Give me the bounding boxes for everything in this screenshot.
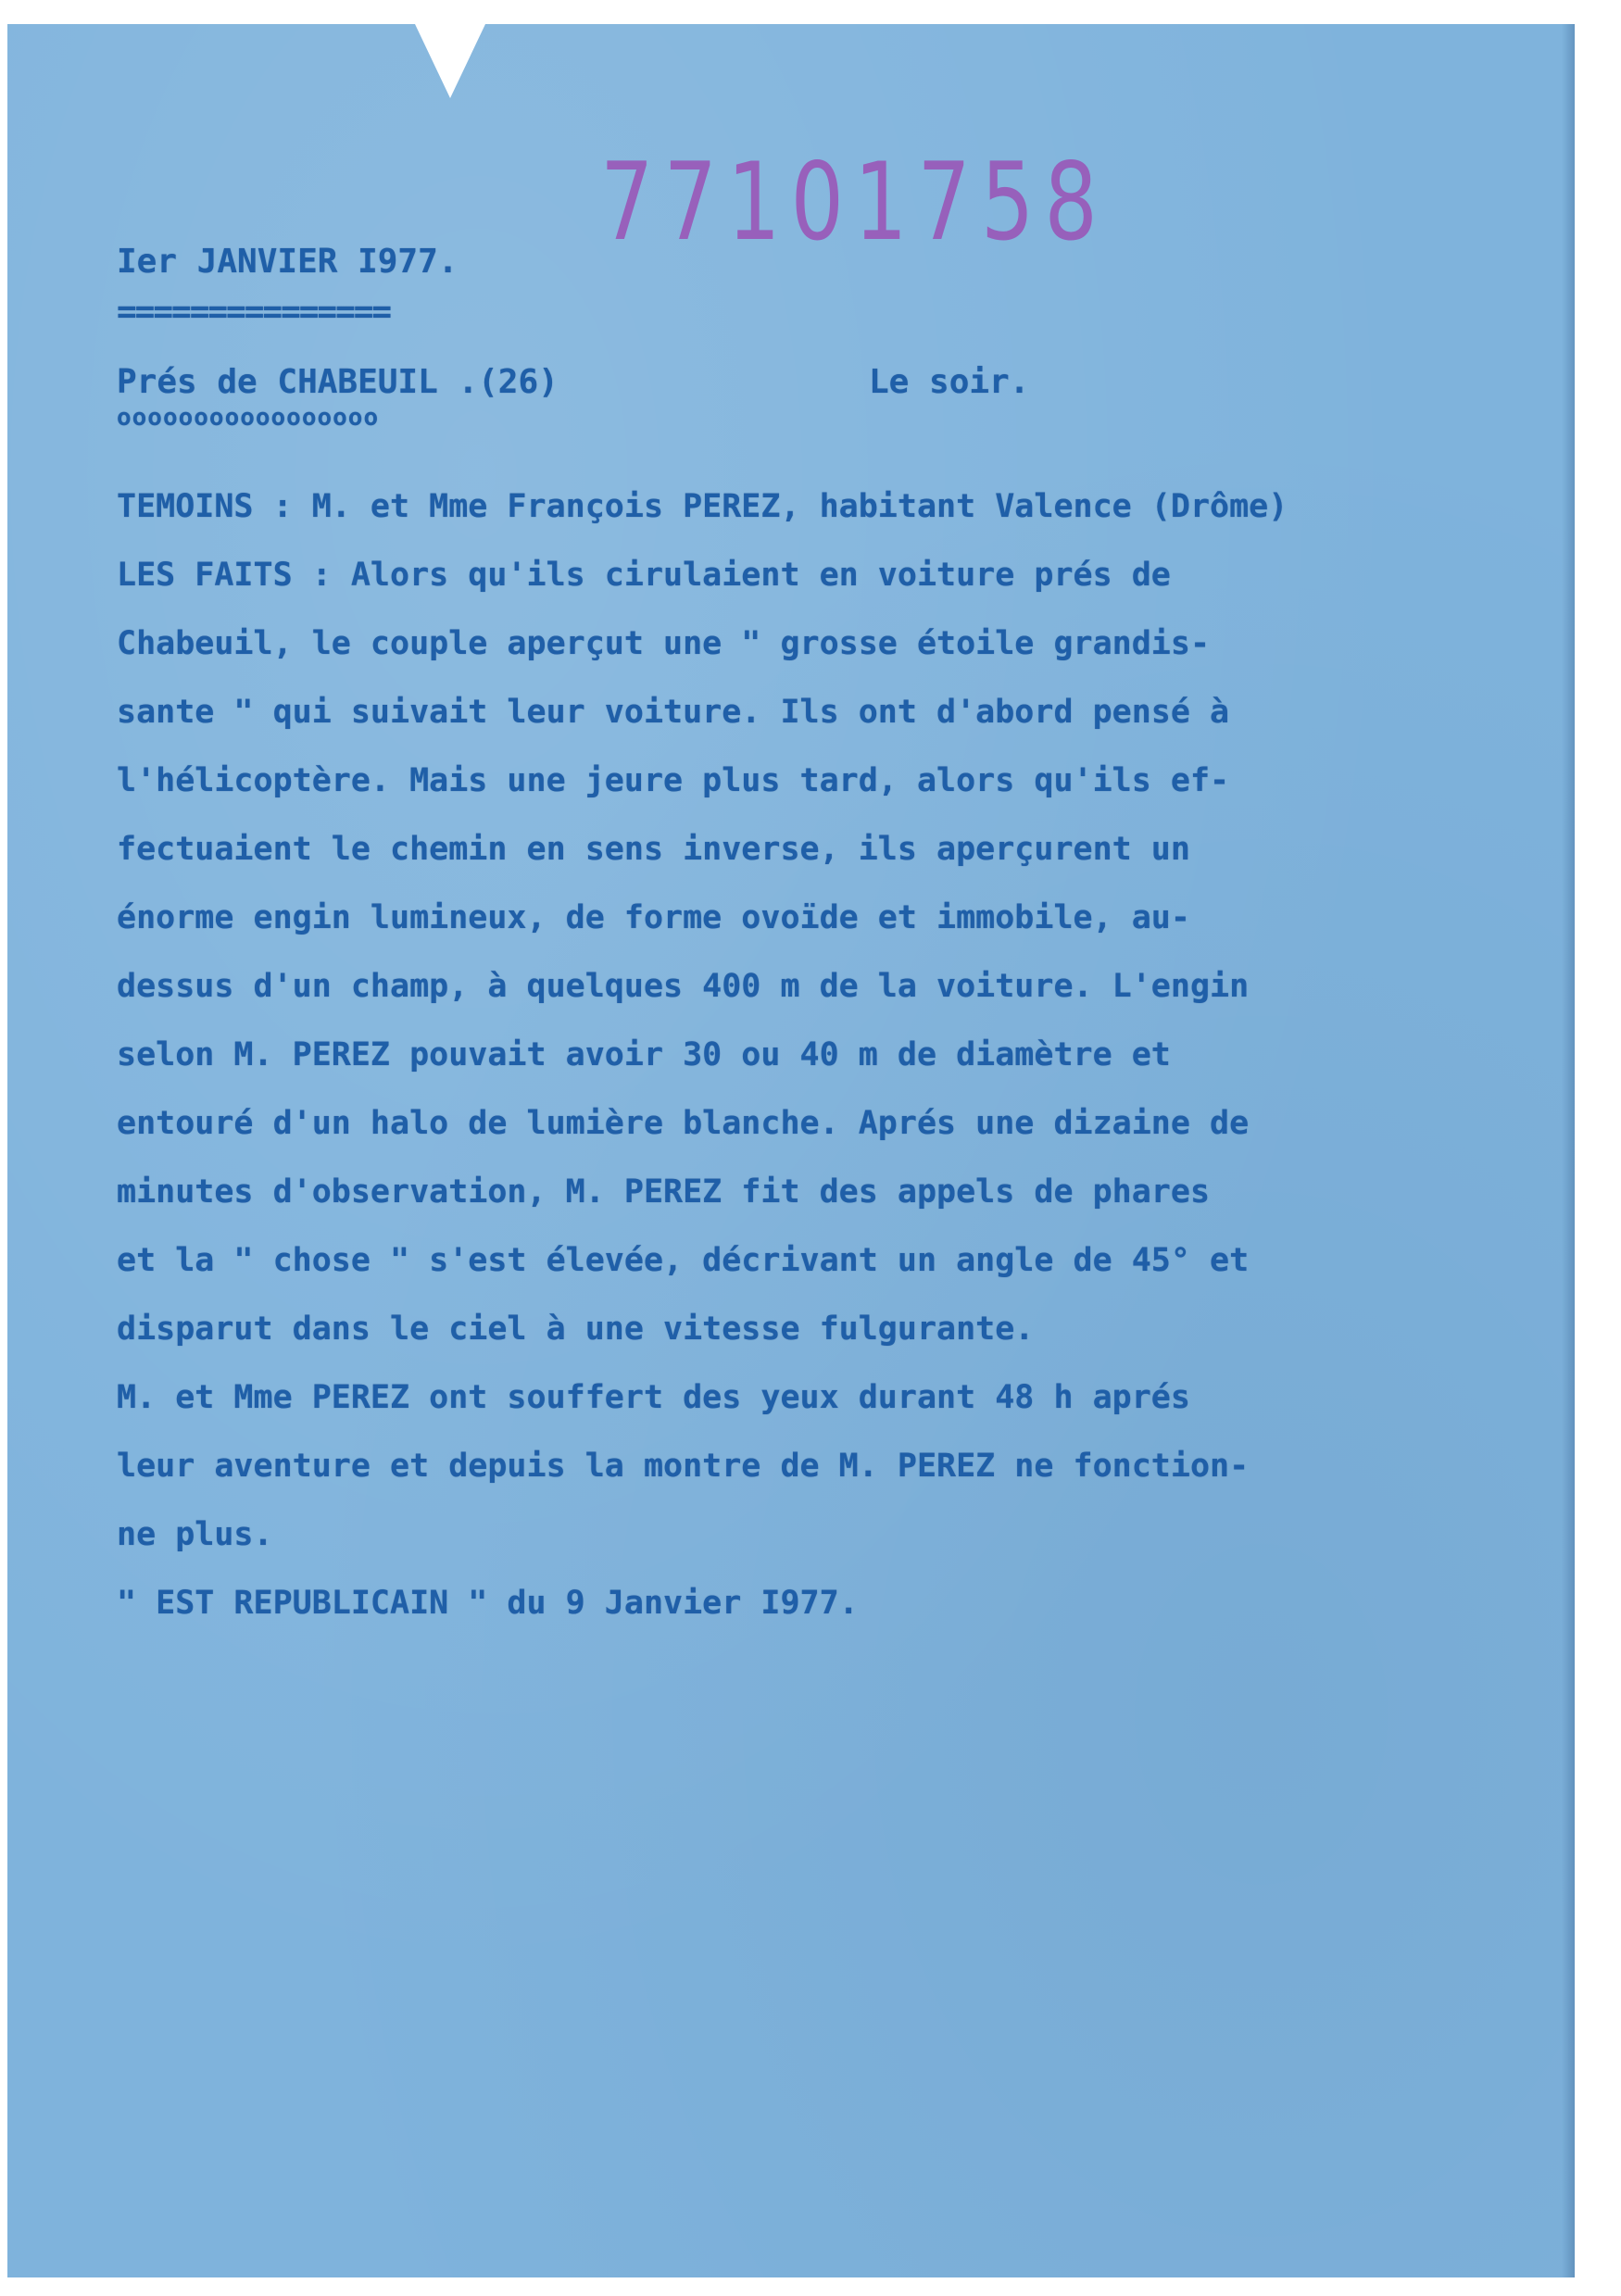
- report-date: Ier JANVIER I977.: [117, 243, 459, 281]
- text-line: Chabeuil, le couple aperçut une " grosse étoile grandis-: [117, 625, 1211, 662]
- stamp-number: 77101758: [600, 140, 1108, 265]
- text-line: et la " chose " s'est élevée, décrivant un angle de 45° et: [117, 1242, 1250, 1279]
- text-line: leur aventure et depuis la montre de M. PEREZ ne fonction-: [117, 1448, 1250, 1485]
- text-line: sante " qui suivait leur voiture. Ils ont d'abord pensé à: [117, 694, 1230, 731]
- text-line: dessus d'un champ, à quelques 400 m de la voiture. L'engin: [117, 968, 1250, 1005]
- text-line: minutes d'observation, M. PEREZ fit des appels de phares: [117, 1173, 1211, 1211]
- text-line: l'hélicoptère. Mais une jeure plus tard, alors qu'ils ef-: [117, 762, 1230, 799]
- paper-notch: [415, 24, 485, 98]
- document-sheet: [7, 24, 1575, 2277]
- text-line: LES FAITS : Alors qu'ils cirulaient en voiture prés de: [117, 557, 1171, 594]
- text-line: TEMOINS : M. et Mme François PEREZ, habitant Valence (Drôme): [117, 488, 1288, 525]
- source-citation: " EST REPUBLICAIN " du 9 Janvier I977.: [117, 1585, 859, 1622]
- text-line: ne plus.: [117, 1516, 273, 1553]
- text-line: énorme engin lumineux, de forme ovoïde et immobile, au-: [117, 899, 1190, 936]
- text-line: M. et Mme PEREZ ont souffert des yeux durant 48 h aprés: [117, 1379, 1190, 1416]
- text-line: entouré d'un halo de lumière blanche. Aprés une dizaine de: [117, 1105, 1250, 1142]
- text-line: selon M. PEREZ pouvait avoir 30 ou 40 m de diamètre et: [117, 1036, 1171, 1073]
- paper-edge-shadow: [1562, 24, 1575, 2277]
- report-time: Le soir.: [869, 363, 1030, 401]
- report-place: Prés de CHABEUIL .(26): [117, 363, 559, 401]
- date-underline: ===============: [117, 293, 391, 331]
- report-body: [117, 472, 1562, 1637]
- text-line: fectuaient le chemin en sens inverse, ils aperçurent un: [117, 831, 1190, 868]
- place-underline: ooooooooooooooooo: [117, 404, 380, 432]
- text-line: disparut dans le ciel à une vitesse fulgurante.: [117, 1311, 1035, 1348]
